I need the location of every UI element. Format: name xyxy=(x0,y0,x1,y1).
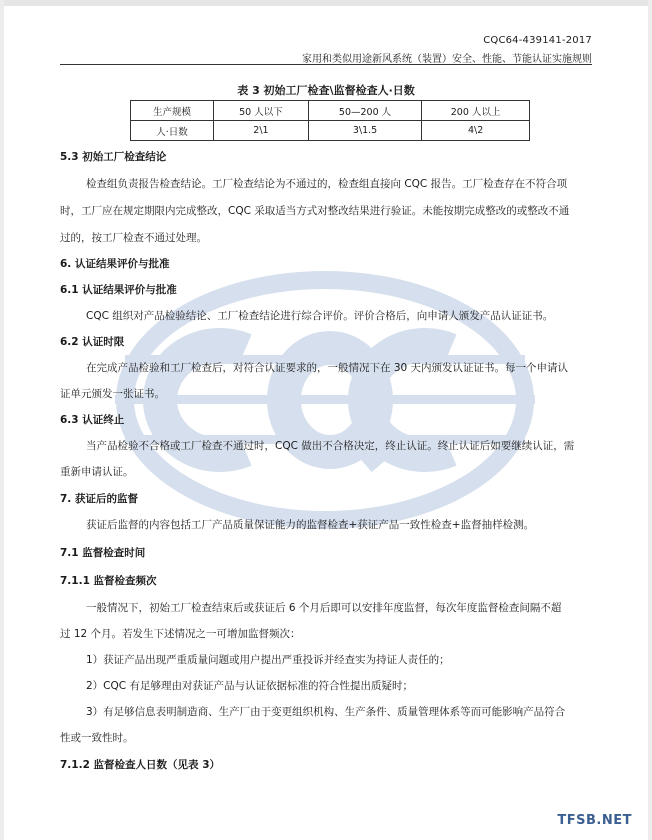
document-code: CQC64-439141-2017 xyxy=(483,35,592,46)
paragraph-line: 证单元颁发一张证书。 xyxy=(60,388,165,400)
paragraph-line: 过 12 个月。若发生下述情况之一可增加监督频次： xyxy=(60,628,301,640)
paragraph-line: 获证后监督的内容包括工厂产品质量保证能力的监督检查+获证产品一致性检查+监督抽样检测。 xyxy=(86,519,535,531)
table-3 xyxy=(130,100,530,141)
table-cell: 3\1.5 xyxy=(308,121,421,141)
paragraph-line: CQC 组织对产品检验结论、工厂检查结论进行综合评价。评价合格后，向申请人颁发产品认证证书。 xyxy=(86,310,554,322)
list-item: 2）CQC 有足够理由对获证产品与认证依据标准的符合性提出质疑时； xyxy=(86,680,413,692)
paragraph-line: 性或一致性时。 xyxy=(60,732,134,744)
site-watermark: TFSB.NET xyxy=(557,813,632,828)
paragraph-line: 当产品检验不合格或工厂检查不通过时，CQC 做出不合格决定，终止认证。终止认证后如要继续认证，需 xyxy=(86,440,575,452)
table-cell: 人·日数 xyxy=(131,121,214,141)
section-heading-7-1-2: 7.1.2 监督检查人日数（见表 3） xyxy=(60,759,221,771)
table-row xyxy=(131,121,530,141)
table-cell: 50 人以下 xyxy=(214,101,309,121)
table-cell: 50—200 人 xyxy=(308,101,421,121)
section-heading-6-2: 6.2 认证时限 xyxy=(60,336,125,348)
section-heading-6-3: 6.3 认证终止 xyxy=(60,414,125,426)
document-title: 家用和类似用途新风系统（装置）安全、性能、节能认证实施规则 xyxy=(302,54,592,65)
table-cell: 4\2 xyxy=(422,121,530,141)
table-cell: 2\1 xyxy=(214,121,309,141)
page-frame-right xyxy=(648,0,652,840)
section-heading-7-1: 7.1 监督检查时间 xyxy=(60,547,146,559)
page-frame-top xyxy=(0,0,652,6)
table-caption: 表 3 初始工厂检查\监督检查人·日数 xyxy=(237,84,415,97)
paragraph-line: 一般情况下，初始工厂检查结束后或获证后 6 个月后即可以安排年度监督，每次年度监督检查间隔不超 xyxy=(86,602,562,614)
section-heading-7: 7. 获证后的监督 xyxy=(60,493,138,505)
section-heading-6: 6. 认证结果评价与批准 xyxy=(60,258,170,270)
section-heading-7-1-1: 7.1.1 监督检查频次 xyxy=(60,575,157,587)
list-item: 3）有足够信息表明制造商、生产厂由于变更组织机构、生产条件、质量管理体系等而可能影响产品符合 xyxy=(86,706,566,718)
paragraph-line: 检查组负责报告检查结论。工厂检查结论为不通过的，检查组直接向 CQC 报告。工厂检查存在不符合项 xyxy=(86,178,568,190)
section-heading-5-3: 5.3 初始工厂检查结论 xyxy=(60,151,167,163)
page-frame-left xyxy=(0,0,4,840)
table-header-row xyxy=(131,101,530,121)
header-divider xyxy=(60,64,592,65)
table-cell: 200 人以上 xyxy=(422,101,530,121)
paragraph-line: 重新申请认证。 xyxy=(60,466,134,478)
table-cell: 生产规模 xyxy=(131,101,214,121)
section-heading-6-1: 6.1 认证结果评价与批准 xyxy=(60,284,177,296)
paragraph-line: 过的，按工厂检查不通过处理。 xyxy=(60,232,207,244)
list-item: 1）获证产品出现严重质量问题或用户提出严重投诉并经查实为持证人责任的； xyxy=(86,654,450,666)
paragraph-line: 时，工厂应在规定期限内完成整改，CQC 采取适当方式对整改结果进行验证。未能按期完成整改的或整改不通 xyxy=(60,205,570,217)
cqc-watermark-logo xyxy=(95,270,555,530)
paragraph-line: 在完成产品检验和工厂检查后，对符合认证要求的，一般情况下在 30 天内颁发认证证书。每一个申请认 xyxy=(86,362,569,374)
